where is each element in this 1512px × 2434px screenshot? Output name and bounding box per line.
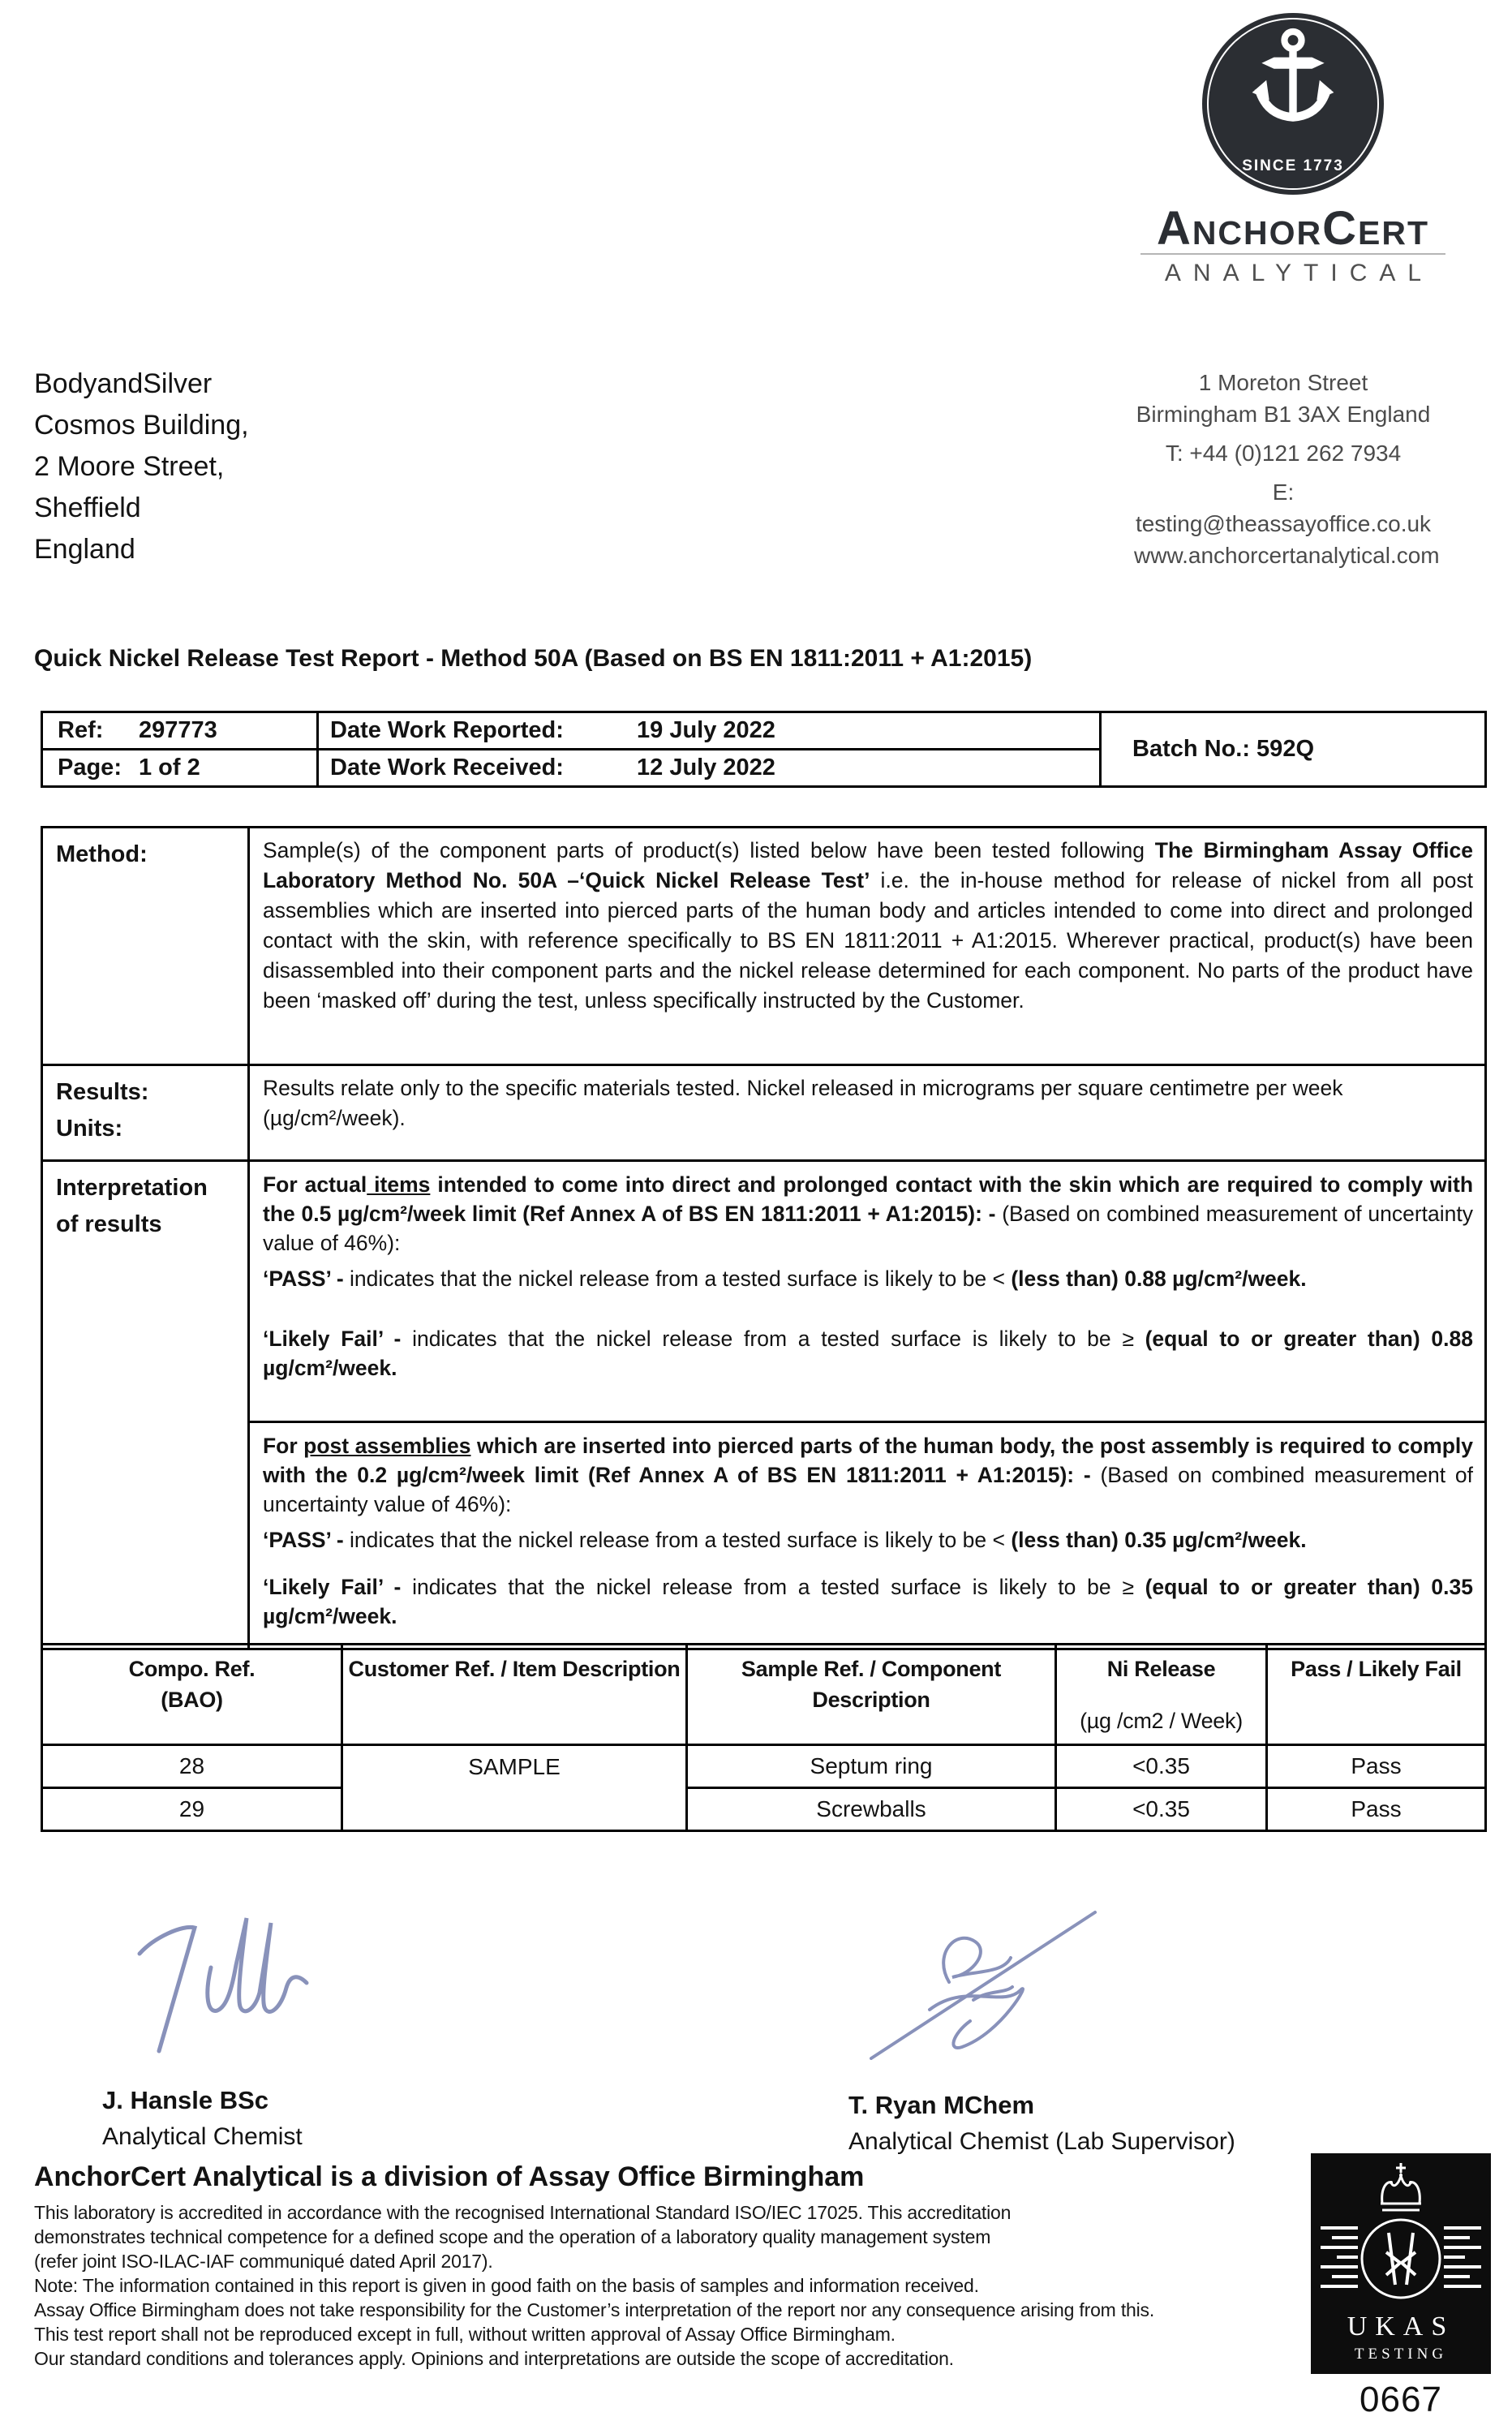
method-table xyxy=(41,826,1487,1650)
address-line: 2 Moore Street, xyxy=(34,451,225,482)
col-header-compo-ref: Compo. Ref. (BAO) xyxy=(42,1645,342,1745)
method-text: Sample(s) of the component parts of product(s) listed below have been tested following The Birmingham Assay Office Laboratory Method No. 50A –‘Quick Nickel Release Test’ i.e. the in-house method for release of nickel from all post assemblies which are inserted into pierced parts of the human body and articles intended to come into direct and prolonged contact with the skin, with reference specifically to BS EN 1811:2011 + A1:2015. Wherever practical, product(s) have been disassembled into their component parts and the nickel release determined for each component. No parts of the product have been ‘masked off’ during the test, unless specifically instructed by the Customer. xyxy=(249,828,1486,1065)
ukas-accreditation xyxy=(1311,2153,1491,2420)
ni-release-unit: (µg /cm2 / Week) xyxy=(1080,1709,1243,1733)
footer-line: Our standard conditions and tolerances apply. Opinions and interpretations are outside the scope of accreditation. xyxy=(34,2348,954,2369)
signatory-role: Analytical Chemist xyxy=(102,2123,303,2150)
ukas-number: 0667 xyxy=(1360,2380,1442,2419)
footer-heading: AnchorCert Analytical is a division of Assay Office Birmingham xyxy=(34,2161,865,2192)
ref-value: 297773 xyxy=(139,717,217,743)
lab-website: www.anchorcertanalytical.com xyxy=(1134,543,1440,568)
table-row xyxy=(42,1745,1486,1788)
footer-disclaimer xyxy=(34,2200,1154,2371)
brand-wordmark: AnchorCert xyxy=(1156,202,1430,255)
results-table xyxy=(41,1643,1487,1832)
lab-contact xyxy=(1134,367,1440,571)
pass-fail-value: Pass xyxy=(1267,1788,1486,1831)
address-line: Cosmos Building, xyxy=(34,410,249,441)
ukas-testing-logo xyxy=(1311,2153,1491,2374)
results-text: Results relate only to the specific materials tested. Nickel released in micrograms per square centimetre per week (µg/cm²/week). xyxy=(249,1065,1486,1161)
date-reported-label: Date Work Reported: xyxy=(330,717,564,743)
post-limit-intro: For post assemblies which are inserted into pierced parts of the human body, the post assembly is required to comply with the 0.2 µg/cm²/week limit (Ref Annex A of BS EN 1811:2011 + A1:2015): - (Based on combined measurement of uncertainty value of 46%): xyxy=(263,1434,1473,1516)
customer-address xyxy=(34,363,249,570)
brand-subtitle: ANALYTICAL xyxy=(1164,260,1434,286)
address-line: Sheffield xyxy=(34,492,141,523)
address-line: BodyandSilver xyxy=(34,368,213,399)
reference-table xyxy=(41,711,1487,788)
signature-ryan xyxy=(852,1886,1128,2077)
lab-phone: T: +44 (0)121 262 7934 xyxy=(1165,441,1402,466)
date-received-value: 12 July 2022 xyxy=(637,755,775,781)
logo-since-text: SINCE 1773 xyxy=(1242,157,1344,174)
page-cell xyxy=(42,750,318,787)
footer-line: Assay Office Birmingham does not take responsibility for the Customer’s interpretation of the report nor any consequence arising from this. xyxy=(34,2299,1155,2320)
signatory-left xyxy=(102,2082,303,2155)
date-received-cell xyxy=(318,750,1101,787)
col-header-pass-fail: Pass / Likely Fail xyxy=(1267,1645,1486,1745)
sample-ref-value: Septum ring xyxy=(687,1745,1056,1788)
page-value: 1 of 2 xyxy=(139,755,200,781)
footer-line: This test report shall not be reproduced except in full, without written approval of Assay Office Birmingham. xyxy=(34,2324,896,2345)
interpretation-label: Interpretation of results xyxy=(42,1161,249,1649)
ukas-type: TESTING xyxy=(1354,2346,1448,2363)
logo-disc xyxy=(1202,13,1384,195)
date-reported-cell xyxy=(318,712,1101,750)
anchor-icon xyxy=(1245,26,1341,148)
interpretation-cell xyxy=(249,1161,1486,1649)
address-line: England xyxy=(34,534,135,565)
post-fail-definition: ‘Likely Fail’ - indicates that the nickel release from a tested surface is likely to be ≥ (equal to or greater than) 0.35 µg/cm²/week. xyxy=(263,1575,1473,1628)
date-reported-value: 19 July 2022 xyxy=(637,717,775,743)
ni-release-value: <0.35 xyxy=(1056,1745,1267,1788)
lab-address-line: 1 Moreton Street xyxy=(1198,370,1368,395)
ukas-name: UKAS xyxy=(1347,2311,1455,2342)
compo-ref-value: 28 xyxy=(42,1745,342,1788)
footer-line: This laboratory is accredited in accordance with the recognised International Standard ISO/IEC 17025. This accreditation xyxy=(34,2202,1012,2223)
interpretation-post-section xyxy=(250,1423,1484,1648)
date-received-label: Date Work Received: xyxy=(330,755,564,781)
results-label: Results: xyxy=(56,1079,149,1105)
signatory-name: T. Ryan MChem xyxy=(848,2091,1035,2119)
items-fail-definition: ‘Likely Fail’ - indicates that the nickel release from a tested surface is likely to be ≥ (equal to or greater than) 0.88 µg/cm²/week. xyxy=(263,1327,1473,1380)
signatory-name: J. Hansle BSc xyxy=(102,2086,269,2114)
units-label: Units: xyxy=(56,1116,123,1142)
footer-line: demonstrates technical competence for a defined scope and the operation of a laboratory quality management system xyxy=(34,2226,991,2247)
ni-release-value: <0.35 xyxy=(1056,1788,1267,1831)
col-header-customer-ref: Customer Ref. / Item Description xyxy=(342,1645,687,1745)
signatory-role: Analytical Chemist (Lab Supervisor) xyxy=(848,2128,1235,2155)
pass-fail-value: Pass xyxy=(1267,1745,1486,1788)
interpretation-items-section xyxy=(250,1162,1484,1423)
lab-address-line: Birmingham B1 3AX England xyxy=(1136,402,1431,427)
ref-label: Ref: xyxy=(58,717,104,743)
signature-hansle xyxy=(89,1890,333,2065)
customer-ref-value: SAMPLE xyxy=(342,1745,687,1831)
sample-ref-value: Screwballs xyxy=(687,1788,1056,1831)
table-row xyxy=(42,1788,1486,1831)
signatory-right xyxy=(848,2087,1235,2160)
footer-line: Note: The information contained in this report is given in good faith on the basis of samples and information received. xyxy=(34,2275,979,2296)
method-label: Method: xyxy=(42,828,249,1065)
results-units-label xyxy=(42,1065,249,1161)
anchorcert-logo xyxy=(1134,13,1452,287)
lab-email: E: testing@theassayoffice.co.uk xyxy=(1135,479,1432,536)
footer-line: (refer joint ISO-ILAC-IAF communiqué dated April 2017). xyxy=(34,2251,493,2272)
page-label: Page: xyxy=(58,755,122,781)
compo-ref-value: 29 xyxy=(42,1788,342,1831)
col-header-sample-ref: Sample Ref. / Component Description xyxy=(687,1645,1056,1745)
batch-number: Batch No.: 592Q xyxy=(1101,712,1486,787)
items-limit-intro: For actual items intended to come into direct and prolonged contact with the skin which are required to comply with the 0.5 µg/cm²/week limit (Ref Annex A of BS EN 1811:2011 + A1:2015): - (Based on combined measurement of uncertainty value of 46%): xyxy=(263,1172,1474,1255)
report-title: Quick Nickel Release Test Report - Method 50A (Based on BS EN 1811:2011 + A1:2015) xyxy=(34,645,1033,672)
post-pass-definition: ‘PASS’ - indicates that the nickel release from a tested surface is likely to be < (less than) 0.35 µg/cm²/week. xyxy=(263,1528,1307,1552)
ref-cell xyxy=(42,712,318,750)
col-header-ni-release: Ni Release (µg /cm2 / Week) xyxy=(1056,1645,1267,1745)
items-pass-definition: ‘PASS’ - indicates that the nickel release from a tested surface is likely to be < (less than) 0.88 µg/cm²/week. xyxy=(263,1266,1307,1291)
